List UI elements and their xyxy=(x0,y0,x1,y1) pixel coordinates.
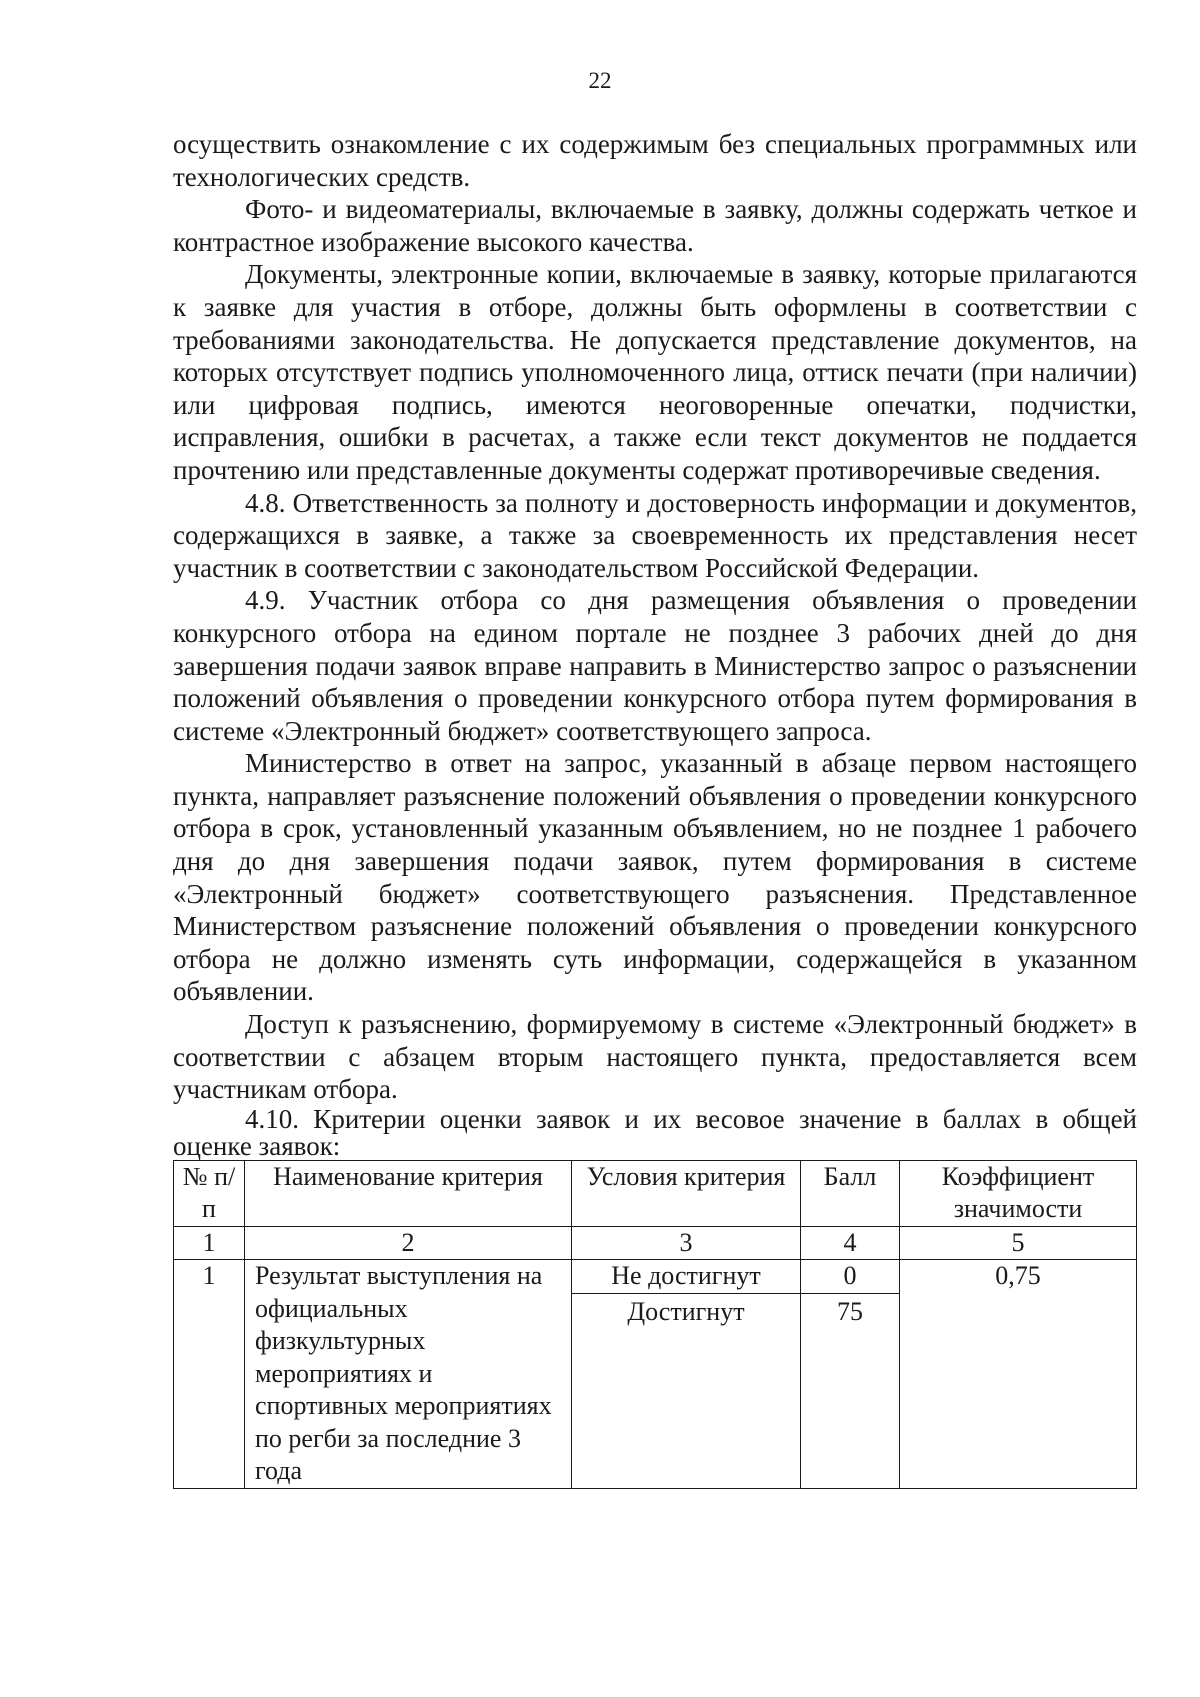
paragraph-4-10: 4.10. Критерии оценки заявок и их весовое значение в баллах в общей оценке заявок: xyxy=(173,1103,1137,1161)
score-cell: 0 xyxy=(801,1260,900,1294)
table-header-row xyxy=(174,1160,1137,1226)
document-body xyxy=(173,128,1137,1489)
paragraph: Документы, электронные копии, включаемые в заявку, которые прилагаются к заявке для участия в отборе, должны быть оформлены в соответствии с требованиями законодательства. Не допускается представление документов, на которых отсутствует подпись уполномоченного лица, оттиск печати (при наличии) или цифровая подпись, имеются неоговоренные опечатки, подчистки, исправления, ошибки в расчетах, а также если текст документов не поддается прочтению или представленные документы содержат противоречивые сведения. xyxy=(173,259,1137,485)
column-number: 1 xyxy=(174,1226,245,1260)
coefficient-cell: 0,75 xyxy=(900,1260,1137,1489)
header-cell: Коэффициент значимости xyxy=(900,1160,1137,1226)
column-number: 3 xyxy=(572,1226,801,1260)
row-number: 1 xyxy=(174,1260,245,1489)
paragraph-4-9: 4.9. Участник отбора со дня размещения объявления о проведении конкурсного отбора на едином портале не позднее 3 рабочих дней до дня завершения подачи заявок вправе направить в Министерство запрос о разъяснении положений объявления о проведении конкурсного отбора путем формирования в системе «Электронный бюджет» соответствующего запроса. xyxy=(173,585,1137,746)
header-cell: Наименование критерия xyxy=(245,1160,572,1226)
page-number: 22 xyxy=(588,68,612,93)
header-cell: Балл xyxy=(801,1160,900,1226)
condition-cell: Достигнут xyxy=(572,1294,801,1489)
paragraph: Доступ к разъяснению, формируемому в системе «Электронный бюджет» в соответствии с абзацем вторым настоящего пункта, предоставляется всем участникам отбора. xyxy=(173,1009,1137,1105)
paragraph-4-8: 4.8. Ответственность за полноту и достоверность информации и документов, содержащихся в заявке, а также за своевременность их представления несет участник в соответствии с законодательством Российской Федерации. xyxy=(173,487,1137,583)
condition-cell: Не достигнут xyxy=(572,1260,801,1294)
criterion-name: Результат выступления на официальных физкультурных мероприятиях и спортивных мероприятиях по регби за последние 3 года xyxy=(245,1260,572,1489)
column-number: 4 xyxy=(801,1226,900,1260)
score-cell: 75 xyxy=(801,1294,900,1489)
table-row xyxy=(174,1260,1137,1294)
column-number-row xyxy=(174,1226,1137,1260)
paragraph: осуществить ознакомление с их содержимым без специальных программных или технологических средств. xyxy=(173,129,1137,192)
column-number: 5 xyxy=(900,1226,1137,1260)
column-number: 2 xyxy=(245,1226,572,1260)
header-cell: № п/п xyxy=(174,1160,245,1226)
paragraph: Фото- и видеоматериалы, включаемые в заявку, должны содержать четкое и контрастное изображение высокого качества. xyxy=(173,194,1137,257)
paragraph: Министерство в ответ на запрос, указанный в абзаце первом настоящего пункта, направляет разъяснение положений объявления о проведении конкурсного отбора в срок, установленный указанным объявлением, но не позднее 1 рабочего дня до дня завершения подачи заявок, путем формирования в системе «Электронный бюджет» соответствующего разъяснения. Представленное Министерством разъяснение положений объявления о проведении конкурсного отбора не должно изменять суть информации, содержащейся в указанном объявлении. xyxy=(173,748,1137,1007)
criteria-table xyxy=(173,1160,1137,1489)
header-cell: Условия критерия xyxy=(572,1160,801,1226)
